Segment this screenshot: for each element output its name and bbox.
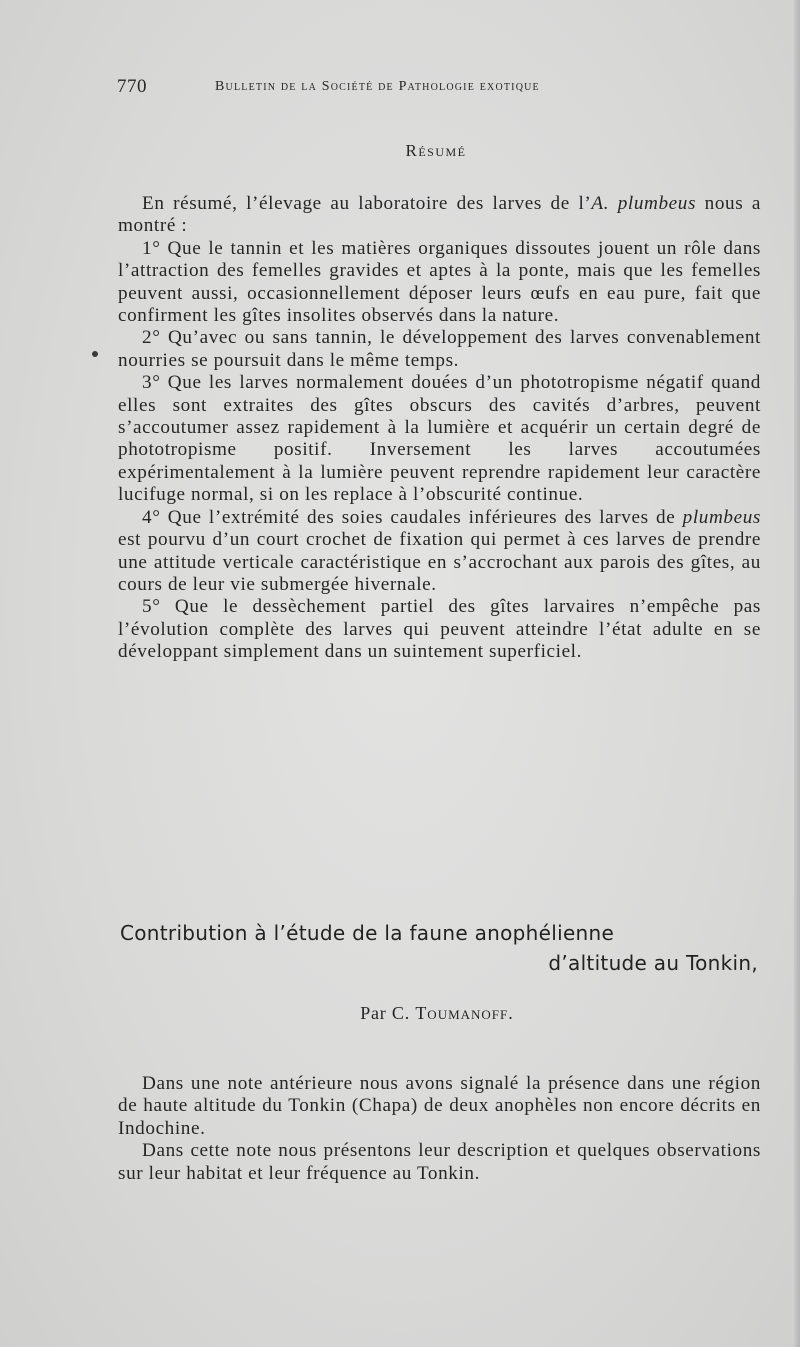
resume-point-4-text: est pourvu d’un court crochet de fixation qui permet à ces larves de prendre une attitude verticale caractéristique en s’accrochant aux parois des gîtes, au cours de leur vie submergée hivernale. bbox=[118, 529, 761, 595]
article-title-line-1: Contribution à l’étude de la faune anophélienne bbox=[120, 921, 615, 945]
byline bbox=[0, 1003, 800, 1024]
article-title bbox=[120, 918, 760, 978]
resume-point-2: 2° Qu’avec ou sans tannin, le développement des larves convenablement nourries se poursuit dans le même temps. bbox=[118, 327, 761, 371]
byline-prefix: Par C. bbox=[360, 1003, 416, 1023]
article-paragraph-2: Dans cette note nous présentons leur description et quelques observations sur leur habitat et leur fréquence au Tonkin. bbox=[118, 1140, 761, 1184]
resume-intro bbox=[118, 193, 761, 238]
article-body bbox=[118, 1073, 761, 1185]
resume-intro-end: nous a montré : bbox=[118, 193, 761, 237]
page-edge-shadow bbox=[794, 0, 800, 1347]
author-name: Toumanoff. bbox=[415, 1003, 514, 1023]
species-name: plumbeus bbox=[682, 506, 761, 528]
journal-title: Bulletin de la Société de Pathologie exotique bbox=[215, 79, 540, 94]
resume-point-4 bbox=[118, 507, 761, 597]
article-paragraph-1: Dans une note antérieure nous avons signalé la présence dans une région de haute altitude du Tonkin (Chapa) de deux anophèles non encore décrits en Indochine. bbox=[118, 1073, 761, 1139]
resume-point-4-prefix: 4° Que l’extrémité des soies caudales inférieures des larves de bbox=[142, 506, 683, 528]
page-number: 770 bbox=[117, 76, 147, 97]
running-head bbox=[117, 76, 677, 100]
resume-point-1: 1° Que le tannin et les matières organiques dissoutes jouent un rôle dans l’attraction des femelles gravides et aptes à la ponte, mais que les femelles peuvent aussi, occasionnellement déposer leurs œufs en eau pure, fait que confirment les gîtes insolites observés dans la nature. bbox=[118, 237, 761, 327]
resume-heading: Résumé bbox=[405, 141, 467, 160]
species-name: A. plumbeus bbox=[591, 193, 697, 214]
resume-point-3: 3° Que les larves normalement douées d’un phototropisme négatif quand elles sont extraites des gîtes obscurs des cavités d’arbres, peuvent s’accoutumer assez rapidement à la lumière et acquérir un certain degré de phototropisme positif. Inversement les larves accoutumées expérimentalement à la lumière peuvent reprendre rapidement leur caractère lucifuge normal, si on les replace à l’obscurité continue. bbox=[118, 372, 761, 506]
margin-speck bbox=[92, 351, 98, 357]
resume-point-5: 5° Que le dessèchement partiel des gîtes larvaires n’empêche pas l’évolution complète des larves qui peuvent atteindre l’état adulte en se développant simplement dans un suintement superficiel. bbox=[118, 596, 761, 663]
resume-intro-text: En résumé, l’élevage au laboratoire des larves de l’ bbox=[142, 193, 592, 214]
resume-body bbox=[118, 193, 761, 664]
article-title-line-2: d’altitude au Tonkin, bbox=[548, 951, 758, 975]
